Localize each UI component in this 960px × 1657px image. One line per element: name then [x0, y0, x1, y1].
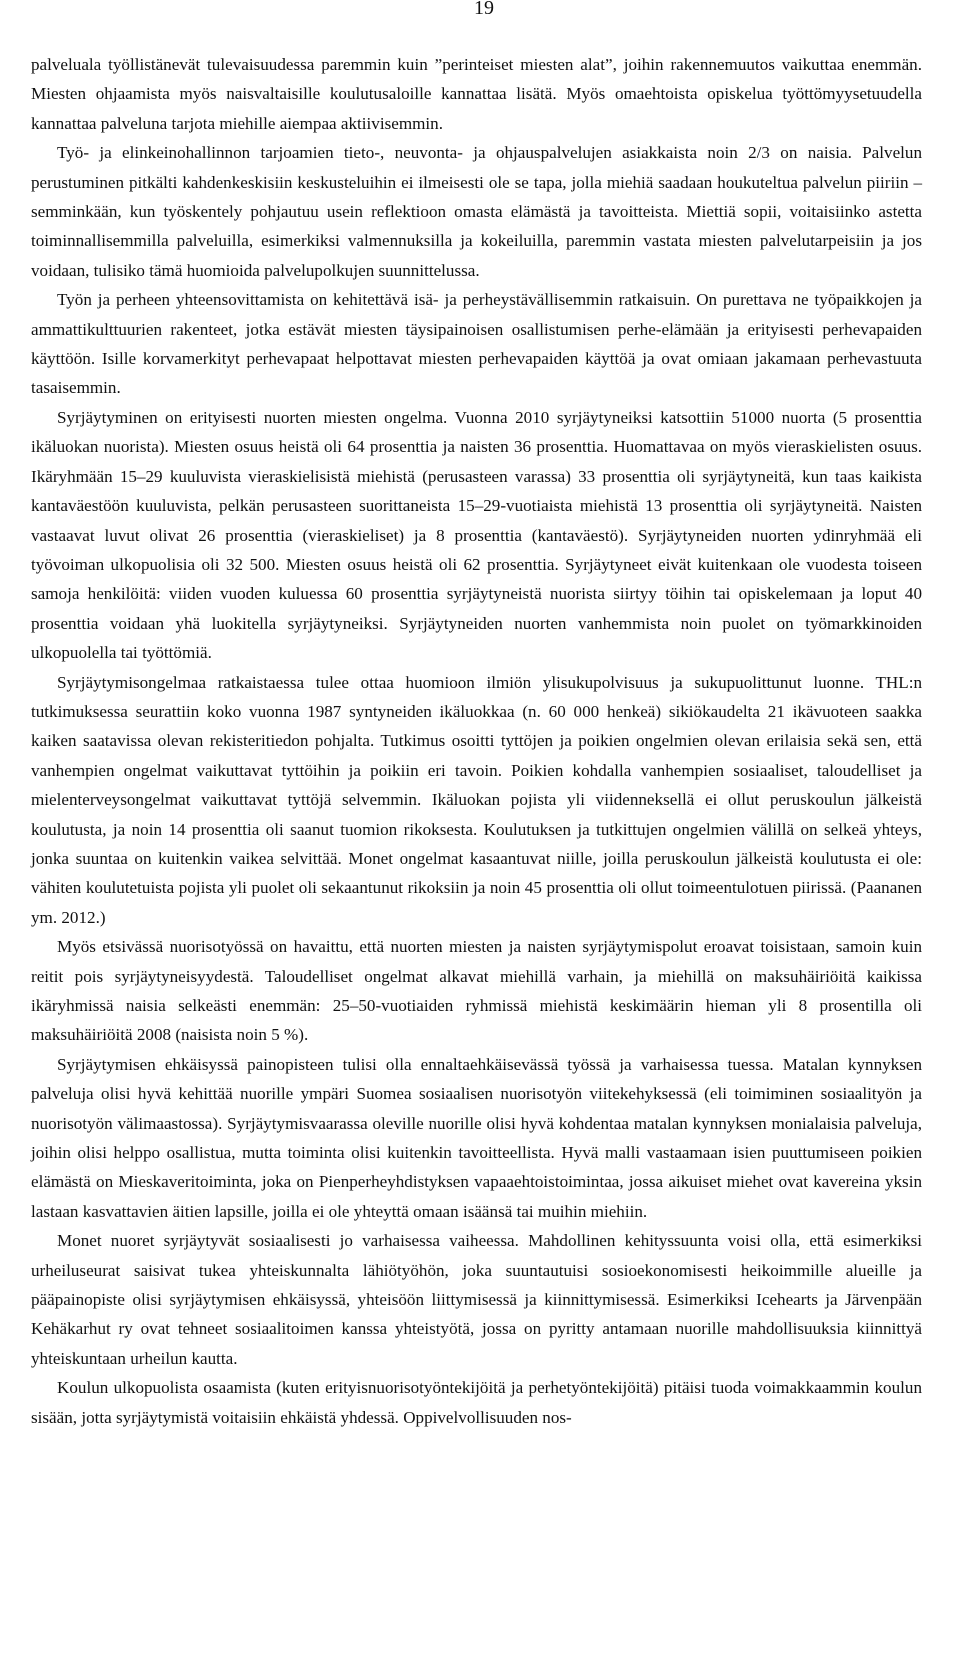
page-number: 19: [474, 0, 494, 19]
paragraph: Työ- ja elinkeinohallinnon tarjoamien tieto-, neuvonta- ja ohjauspalvelujen asiakkaista noin 2/3 on naisia. Palvelun perustuminen pitkälti kahdenkeskisiin keskusteluihin ei ilmeisesti ole se tapa, jolla miehiä saadaan houkuteltua palvelun piiriin – semminkään, kun työskentely pohjautuu usein reflektioon omasta elämästä ja tavoitteista. Miettiä sopii, voitaisiinko astetta toiminnallisemmilla palveluilla, esimerkiksi valmennuksilla ja kokeiluilla, paremmin vastata miesten palvelutarpeisiin ja jos voidaan, tulisiko tämä huomioida palvelupolkujen suunnittelussa.: [31, 143, 922, 280]
paragraph: Syrjäytyminen on erityisesti nuorten miesten ongelma. Vuonna 2010 syrjäytyneiksi katsottiin 51000 nuorta (5 prosenttia ikäluokan nuorista). Miesten osuus heistä oli 64 prosenttia ja naisten 36 prosenttia. Huomattavaa on myös vieraskielisten osuus. Ikäryhmään 15–29 kuuluvista vieraskielisistä miehistä (perusasteen varassa) 33 prosenttia oli syrjäytyneitä, kun taas kaikista kantaväestöön kuuluvista, pelkän perusasteen suorittaneista 15–29-vuotiaista miehistä 13 prosenttia oli syrjäytyneitä. Naisten vastaavat luvut olivat 26 prosenttia (vieraskieliset) ja 8 prosenttia (kantaväestö). Syrjäytyneiden nuorten ydinryhmää eli työvoiman ulkopuolisia oli 32 500. Miesten osuus heistä oli 62 prosenttia. Syrjäytyneet eivät kuitenkaan ole vuodesta toiseen samoja henkilöitä: viiden vuoden kuluessa 60 prosenttia syrjäytyneistä nuorista siirtyy töihin tai opiskelemaan ja loput 40 prosenttia voidaan yhä luokitella syrjäytyneiksi. Syrjäytyneiden nuorten vanhemmista noin puolet on työmarkkinoiden ulkopuolella tai työttömiä.: [31, 407, 922, 663]
paragraph: Syrjäytymisen ehkäisyssä painopisteen tulisi olla ennaltaehkäisevässä työssä ja varhaisessa tuessa. Matalan kynnyksen palveluja olisi hyvä kehittää nuorille ympäri Suomea sosiaalisen nuorisotyön viitekehyksessä (eli toimiminen sosiaalityön ja nuorisotyön välimaastossa). Syrjäytymisvaarassa oleville nuorille olisi hyvä kohdentaa matalan kynnyksen monialaisia palveluja, joihin olisi helppo osallistua, mutta toiminta olisi kuitenkin tavoitteellista. Hyvä malli vastaamaan isien puuttumiseen poikien elämästä on Mieskaveritoiminta, joka on Pienperheyhdistyksen vapaaehtoistoimintaa, jossa aikuiset miehet ovat kavereina yksin lastaan kasvattavien äitien lapsille, joilla ei ole yhteyttä omaan isäänsä tai muihin miehiin.: [31, 1054, 922, 1221]
paragraph: Myös etsivässä nuorisotyössä on havaittu, että nuorten miesten ja naisten syrjäytymispolut eroavat toisistaan, samoin kuin reitit pois syrjäytyneisyydestä. Taloudelliset ongelmat alkavat miehillä varhain, ja miehillä on maksuhäiriöitä kaikissa ikäryhmissä naisia selkeästi enemmän: 25–50-vuotiaiden ryhmissä miehistä keskimäärin hieman yli 8 prosentilla oli maksuhäiriöitä 2008 (naisista noin 5 %).: [31, 937, 922, 1045]
paragraph: Työn ja perheen yhteensovittamista on kehitettävä isä- ja perheystävällisemmin ratkaisuin. On purettava ne työpaikkojen ja ammattikulttuurien rakenteet, jotka estävät miesten täysipainoisen osallistumisen perhe-elämään ja erityisesti perhevapaiden käyttöön. Isille korvamerkityt perhevapaat helpottavat miesten perhevapaiden käyttöä ja ovat omiaan jakamaan perhevastuuta tasaisemmin.: [31, 290, 922, 398]
paragraph: Syrjäytymisongelmaa ratkaistaessa tulee ottaa huomioon ilmiön ylisukupolvisuus ja sukupuolittunut luonne. THL:n tutkimuksessa seurattiin koko vuonna 1987 syntyneiden ikäluokkaa (n. 60 000 henkeä) sikiökaudelta 21 ikävuoteen saakka kaiken saatavissa olevan rekisteritiedon pohjalta. Tutkimus osoitti tyttöjen ja poikien ongelmien olevan erilaisia sekä sen, että vanhempien ongelmat vaikuttavat tyttöihin ja poikiin eri tavoin. Poikien kohdalla vanhempien sosiaaliset, taloudelliset ja mielenterveysongelmat vaikuttavat tyttöjä selvemmin. Ikäluokan pojista yli viidenneksellä ei ollut peruskoulun jälkeistä koulutusta, ja noin 14 prosenttia oli saanut tuomion rikoksesta. Koulutuksen ja tutkittujen ongelmien välillä on selkeä yhteys, jonka suuntaa on kuitenkin vaikea selvittää. Monet ongelmat kasaantuvat niille, joilla peruskoulun jälkeistä koulutusta ei ole: vähiten koulutetuista pojista yli puolet oli sekaantunut rikoksiin ja noin 45 prosenttia oli ollut toimeentulotuen piirissä. (Paananen ym. 2012.): [31, 672, 922, 927]
paragraph: palveluala työllistänevät tulevaisuudessa paremmin kuin ”perinteiset miesten alat”, joihin rakennemuutos vaikuttaa enemmän. Miesten ohjaamista myös naisvaltaisille koulutusaloille kannattaa lisätä. Myös omaehtoista opiskelua työttömyysetuudella kannattaa palveluna tarjota miehille aiempaa aktiivisemmin.: [31, 55, 922, 133]
body-text: [31, 50, 922, 1432]
paragraph: Koulun ulkopuolista osaamista (kuten erityisnuorisotyöntekijöitä ja perhetyöntekijöitä) pitäisi tuoda voimakkaammin koulun sisään, jotta syrjäytymistä voitaisiin ehkäistä yhdessä. Oppivelvollisuuden nos-: [31, 1378, 922, 1427]
paragraph: Monet nuoret syrjäytyvät sosiaalisesti jo varhaisessa vaiheessa. Mahdollinen kehityssuunta voisi olla, että esimerkiksi urheiluseurat saisivat tukea yhteiskunnalta lähiötyöhön, joka suuntautuisi sosioekonomisesti heikoimmille alueille ja pääpainopiste olisi syrjäytymisen ehkäisyssä, yhteisöön liittymisessä ja kiinnittymisessä. Esimerkiksi Icehearts ja Järvenpään Kehäkarhut ry ovat tehneet sosiaalitoimen kanssa yhteistyötä, jossa on pyritty antamaan nuorille mahdollisuuksia kiinnittyä yhteiskuntaan urheilun kautta.: [31, 1231, 922, 1368]
